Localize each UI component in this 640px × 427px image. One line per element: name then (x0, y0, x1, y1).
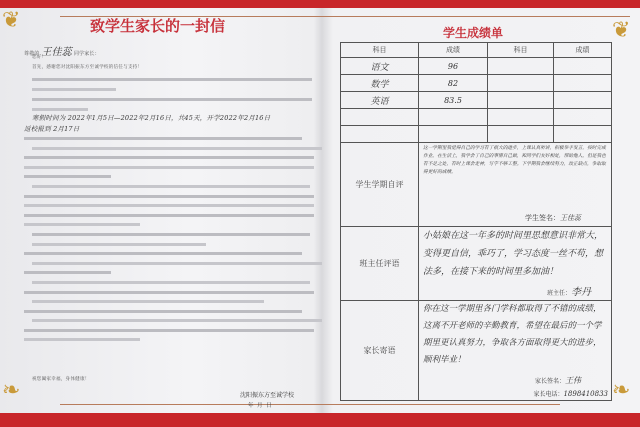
teacher-sign-label: 班主任： (546, 290, 571, 297)
parent-sign-label: 家长签名： (534, 378, 565, 385)
header-subject-2: 科目 (488, 43, 554, 58)
student-signature: 王佳蕊 (560, 214, 581, 222)
grade-table (340, 42, 612, 401)
greeting: 您好！ (32, 55, 47, 60)
header-subject-1: 科目 (341, 43, 419, 58)
frame-line-bottom (60, 404, 560, 405)
parent-phone-label: 家长电话： (533, 391, 564, 398)
score-cell: 83.5 (419, 92, 488, 109)
parent-phone: 1898410833 (563, 390, 608, 398)
report-title: 学生成绩单 (443, 26, 504, 40)
letter-title: 致学生家长的一封信 (90, 17, 226, 35)
table-row (341, 75, 612, 92)
ornament-bottom-right: ❧ (612, 378, 631, 403)
parent-message-label: 家长寄语 (341, 301, 419, 401)
intro-text: 首先，感谢您对沈阳振东方至诚学校的信任与支持！ (32, 65, 143, 70)
self-eval-label: 学生学期自评 (341, 143, 419, 227)
closing: 祝您阖家幸福，身体健康！ (32, 377, 90, 382)
parent-signature: 王伟 (565, 376, 581, 385)
body-text-block-2 (24, 137, 314, 348)
header-score-2: 成绩 (554, 43, 612, 58)
table-row-empty (341, 126, 612, 143)
table-row (341, 58, 612, 75)
subject-cell: 语文 (341, 58, 419, 75)
ornament-top-left: ❦ (2, 8, 21, 33)
school-name: 沈阳振东方至诚学校 (240, 392, 295, 399)
score-cell: 96 (419, 58, 488, 75)
table-row-empty (341, 109, 612, 126)
teacher-signature: 李丹 (571, 287, 591, 298)
body-text-block-1 (32, 76, 312, 118)
table-row (341, 92, 612, 109)
ornament-top-right: ❦ (612, 18, 631, 43)
ornament-bottom-left: ❧ (2, 378, 21, 403)
student-name-handwritten: 王佳蕊 (41, 47, 73, 58)
holiday-dates-line: 寒假时间为 2022年1月5日—2022年2月16日，共45天，开学2022年2月16日 (32, 114, 271, 122)
self-eval-text: 这一学期里我觉得自己的学习有了很大的进步，上课认真听讲，积极举手发言，按时完成作业。在生活上，我学会了自己的事情自己做，和同学们友好相处，帮助他人。但是我也有不足之处，有时上课会走神，写字不够工整。下学期我会继续努力，改正缺点，争取取得更好的成绩。 (423, 146, 606, 175)
header-score-1: 成绩 (419, 43, 488, 58)
parent-message-text: 你在这一学期里各门学科都取得了不错的成绩，这离不开老师的辛勤教育，希望在最后的一个学期里更认真努力，争取各方面取得更大的进步，顺利毕业！ (423, 304, 602, 365)
letter-date: 年 月 日 (248, 403, 272, 409)
score-cell: 82 (419, 75, 488, 92)
teacher-comment-label: 班主任评语 (341, 227, 419, 301)
salutation-prefix: 尊敬的 (24, 51, 40, 57)
return-date-line: 返校报到 2月17日 (24, 125, 80, 133)
subject-cell: 英语 (341, 92, 419, 109)
subject-cell: 数学 (341, 75, 419, 92)
salutation-suffix: 同学家长： (73, 51, 100, 57)
teacher-comment-text: 小姑娘在这一年多的时间里思想意识非常大，变得更自信，乖巧了，学习态度一丝不苟，想法多，在接下来的时间里多加油！ (423, 231, 604, 277)
student-sign-label: 学生签名： (525, 214, 560, 222)
